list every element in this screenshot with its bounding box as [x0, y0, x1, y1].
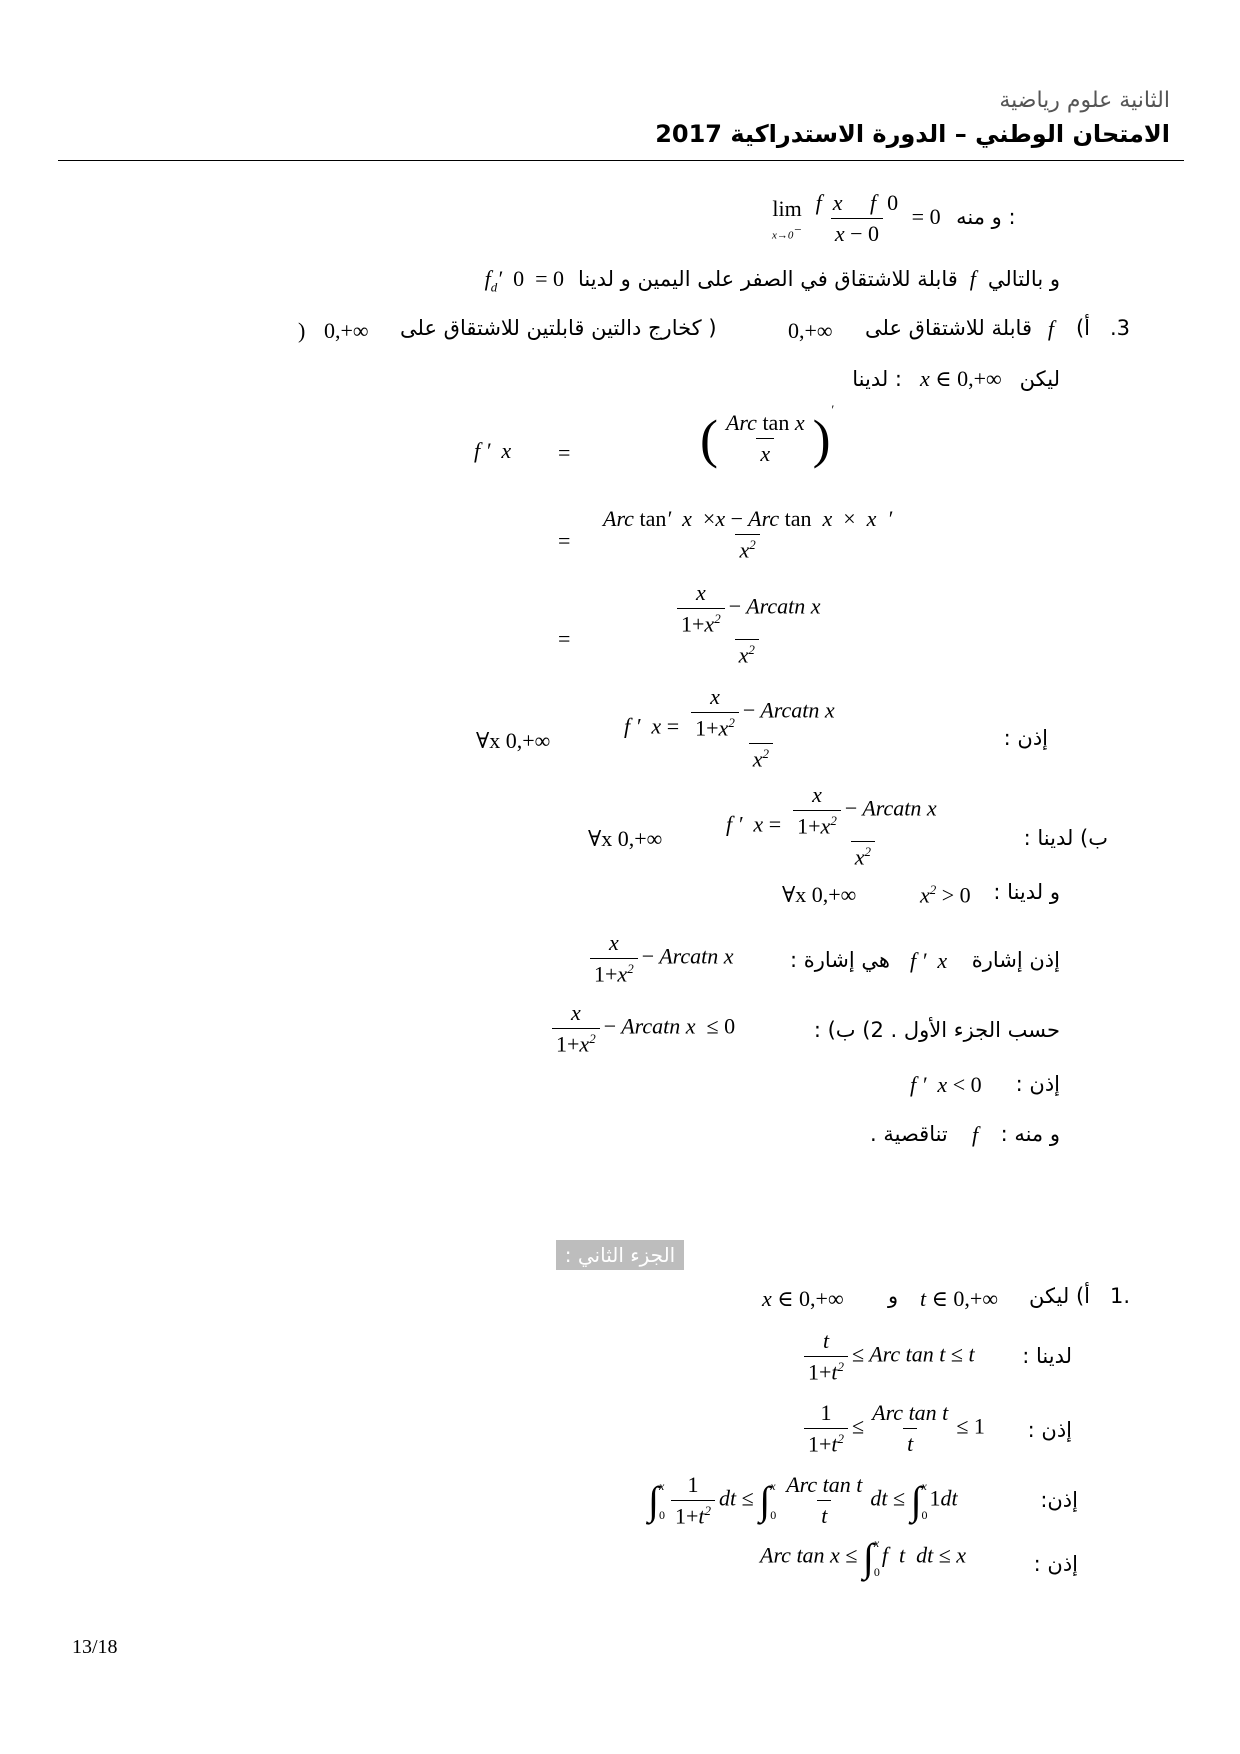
q3a-label: أ)	[1075, 316, 1090, 340]
according-part1: حسب الجزء الأول . 2) ب) :	[813, 1018, 1060, 1042]
decreasing-f: f	[972, 1122, 979, 1147]
close-paren: )	[298, 318, 306, 343]
integral-bound: ∫ x 0 $\frac{1}{1+t^2}$ dt ≤ ∫ x 0 $\frac{\text{Arc tan t}}{t}$ dt ≤ ∫ x 0 1dt	[648, 1472, 958, 1529]
inequality-part1: $\frac{x}{1+x^2}$ − Arcatn x ≤ 0	[548, 1000, 735, 1057]
and-we-have: و لدينا :	[993, 880, 1060, 904]
is-sign-of: هي إشارة :	[790, 948, 890, 972]
deriv-step-3: $\frac{x}{1+x^2}$ − Arcatn x $x^2$	[665, 580, 829, 669]
fprime-x: f ′ x	[910, 948, 948, 973]
limit-fraction: $\frac{\text{f x f 0}}{x - 0}$	[815, 190, 899, 246]
therefore-3: إذن :	[1027, 1418, 1072, 1442]
eq-sign-3: =	[558, 626, 571, 651]
deriv-lhs: f ′ x	[474, 438, 512, 463]
ratio-bound: $\frac{1}{1+t^2}$ ≤ $\frac{\text{Arc tan t}}{t}$ ≤ 1	[800, 1400, 985, 1457]
b-we-have: ب) لدينا :	[1023, 826, 1108, 850]
q3-f: f	[1047, 316, 1054, 341]
forall-3: ∀x 0,+∞	[782, 882, 857, 907]
deriv-step-2: $\frac{\text{Arc tan′ x ×x − Arc tan x × x ′}}{x^2}$	[603, 506, 893, 563]
interval-2: 0,+∞	[324, 318, 369, 343]
final-bound: Arc tan x ≤ ∫ x 0 f t dt ≤ x	[760, 1535, 967, 1580]
limit-operator: lim x→0−	[772, 195, 803, 242]
exam-title: الامتحان الوطني – الدورة الاستدراكية 2017	[655, 120, 1170, 148]
arctan-bound: $\frac{t}{1+t^2}$ ≤ Arc tan t ≤ t	[800, 1328, 975, 1385]
quotient-reason: ( كخارج دالتين قابلتين للاشتقاق على	[400, 316, 717, 340]
decreasing-text: تناقصية .	[870, 1122, 948, 1146]
fprime-negative: f ′ x < 0	[910, 1072, 982, 1097]
t-in-interval: t ∈ 0,+∞	[920, 1286, 999, 1311]
eq-sign-2: =	[558, 528, 571, 553]
therefore-2: إذن :	[1015, 1072, 1060, 1096]
q3-number: 3.	[1109, 316, 1130, 340]
q1-number: .1	[1109, 1284, 1130, 1308]
conclusion-label: و منه :	[956, 204, 1016, 229]
interval-1: 0,+∞	[788, 318, 833, 343]
therefore-label: إذن :	[1003, 726, 1048, 750]
let-x-line: ليكن x ∈ 0,+∞ : لدينا	[852, 366, 1060, 391]
limit-line	[772, 190, 1016, 247]
conclusion-2: و منه :	[1000, 1122, 1060, 1146]
therefore-4: إذن:	[1040, 1488, 1078, 1512]
limit-value: = 0	[911, 203, 941, 229]
eq-sign-1: =	[558, 440, 571, 465]
forall-2: ∀x 0,+∞	[588, 826, 663, 851]
x-squared-positive: $x^2 > 0$	[920, 882, 971, 908]
x-in-interval: x ∈ 0,+∞	[762, 1286, 844, 1311]
therefore-5: إذن :	[1033, 1552, 1078, 1576]
derivative-result: f ′ x = $\frac{x}{1+x^2}$ − Arcatn x $x^2$	[624, 684, 835, 772]
q1a-let: أ) ليكن	[1028, 1284, 1090, 1308]
right-derivative-line: و بالتالي f قابلة للاشتقاق في الصفر على اليمين و لدينا $f_d'$ 0 = 0	[484, 266, 1060, 295]
sign-label: إذن إشارة	[971, 948, 1060, 972]
page-number: 13/18	[72, 1636, 118, 1658]
part2-title: الجزء الثاني :	[556, 1240, 684, 1270]
header-divider	[58, 160, 1184, 161]
we-have-3: لدينا :	[1022, 1344, 1072, 1368]
deriv-step-1: ( $\frac{\text{Arc tan x}}{x}$ )′	[700, 402, 834, 469]
class-label: الثانية علوم رياضية	[999, 88, 1170, 113]
forall-1: ∀x 0,+∞	[476, 728, 551, 753]
derivable-on-text: قابلة للاشتقاق على	[864, 316, 1032, 340]
sign-expression: $\frac{x}{1+x^2}$ − Arcatn x	[586, 930, 734, 987]
derivative-result-b: f ′ x = $\frac{x}{1+x^2}$ − Arcatn x $x^2$	[726, 782, 937, 870]
right-derivative-value: $f_d'$ 0 = 0	[484, 266, 564, 295]
and-word: و	[888, 1284, 899, 1308]
